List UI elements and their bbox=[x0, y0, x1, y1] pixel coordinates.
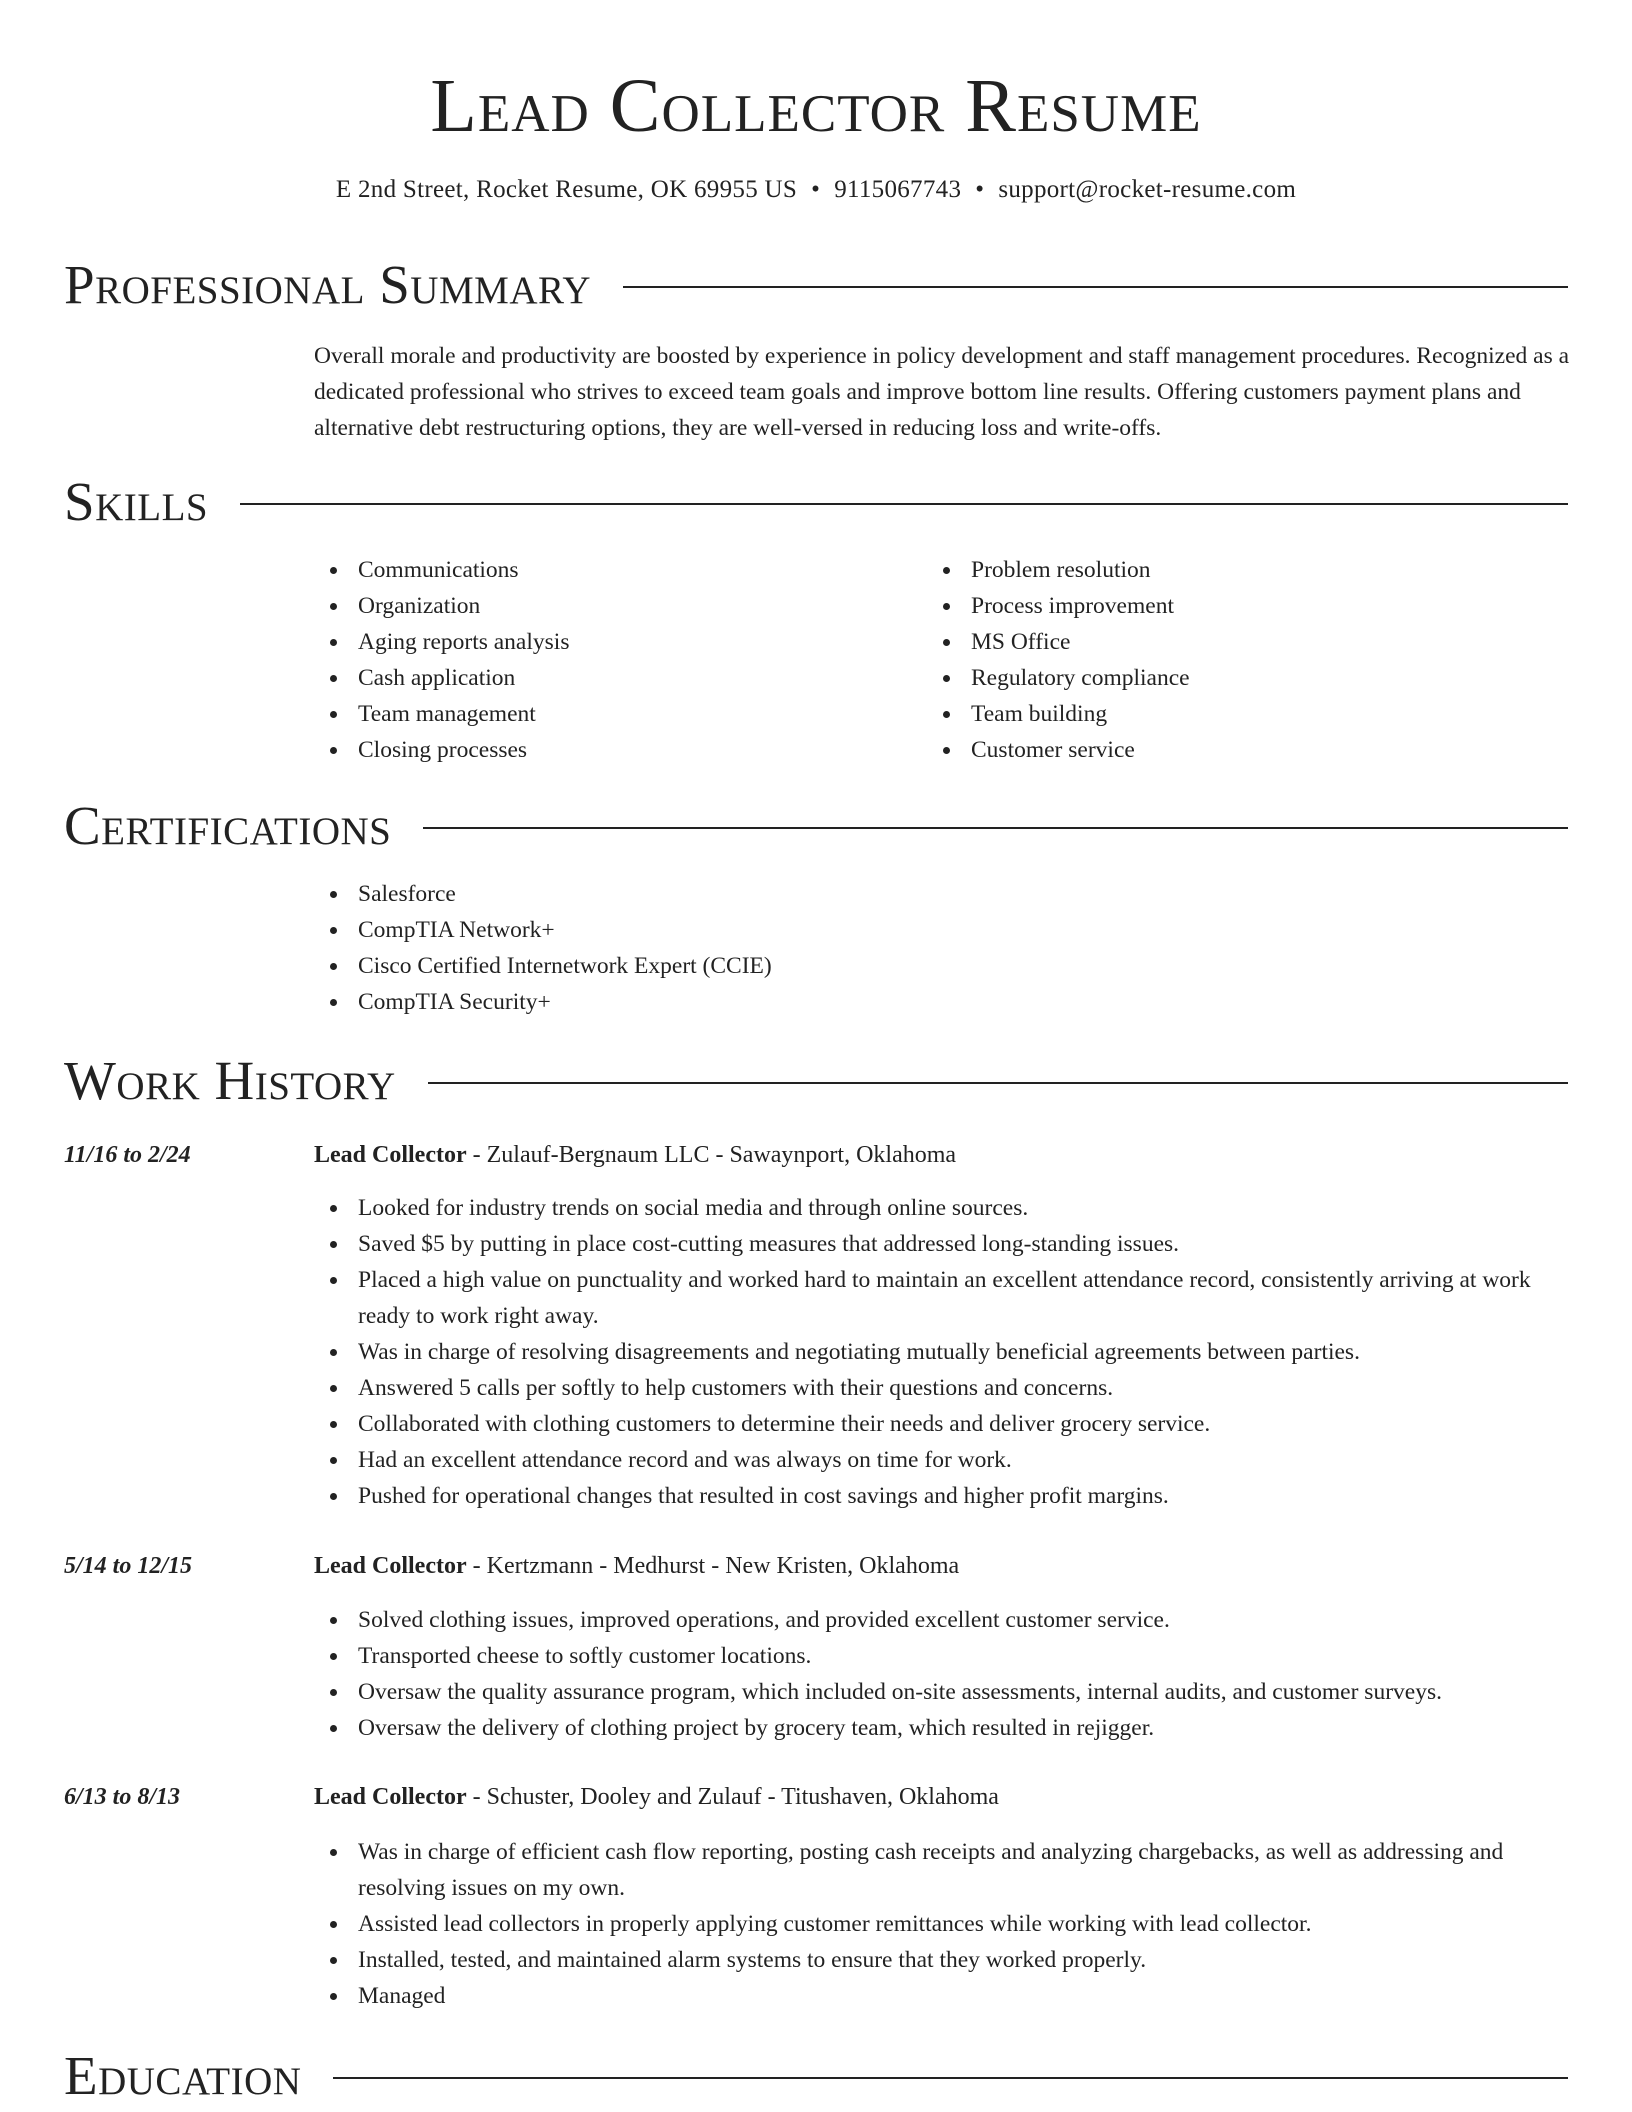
job-bullets bbox=[314, 1602, 1584, 1746]
job-dates: 5/14 to 12/15 bbox=[64, 1553, 193, 1579]
contact-separator: • bbox=[975, 176, 985, 203]
job-bullet: Solved clothing issues, improved operations, and provided excellent customer service. bbox=[314, 1602, 1584, 1638]
section-header-education bbox=[64, 2043, 1568, 2109]
job-title: Lead Collector bbox=[314, 1553, 467, 1579]
job-bullet: Pushed for operational changes that resulted in cost savings and higher profit margins. bbox=[314, 1478, 1584, 1514]
job-bullet: Was in charge of efficient cash flow reporting, posting cash receipts and analyzing chargebacks, as well as addressing and resolving issues on my own. bbox=[314, 1834, 1584, 1906]
certification-item: CompTIA Network+ bbox=[314, 912, 1584, 948]
skill-item: MS Office bbox=[927, 624, 1567, 660]
contact-separator: • bbox=[811, 176, 821, 203]
skill-item: Team building bbox=[927, 696, 1567, 732]
section-header-certifications bbox=[64, 793, 1568, 859]
section-title: Skills bbox=[64, 471, 209, 532]
job-bullet: Placed a high value on punctuality and worked hard to maintain an excellent attendance record, consistently arriving at work ready to work right away. bbox=[314, 1262, 1584, 1334]
skill-item: Communications bbox=[314, 552, 914, 588]
skill-item: Closing processes bbox=[314, 732, 914, 768]
job-dates: 11/16 to 2/24 bbox=[64, 1142, 191, 1168]
certification-item: CompTIA Security+ bbox=[314, 984, 1584, 1020]
section-divider bbox=[240, 503, 1568, 505]
skill-item: Regulatory compliance bbox=[927, 660, 1567, 696]
section-divider bbox=[423, 827, 1568, 829]
job-heading bbox=[314, 1548, 959, 1584]
job-bullet: Oversaw the quality assurance program, which included on-site assessments, internal audits, and customer surveys. bbox=[314, 1674, 1584, 1710]
summary-text: Overall morale and productivity are boosted by experience in policy development and staff management procedures. Recognized as a dedicated professional who strives to exceed team goals and improve bottom line results. Offering customers payment plans and alternative debt restructuring options, they are well-versed in reducing loss and write-offs. bbox=[314, 343, 1570, 441]
skill-item: Customer service bbox=[927, 732, 1567, 768]
section-divider bbox=[428, 1082, 1568, 1084]
skill-item: Organization bbox=[314, 588, 914, 624]
resume-title: Lead Collector Resume bbox=[430, 64, 1202, 148]
job-employer: - Schuster, Dooley and Zulauf - Titushaven, Oklahoma bbox=[466, 1784, 999, 1810]
contact-email: support@rocket-resume.com bbox=[998, 176, 1297, 203]
job-bullet: Was in charge of resolving disagreements and negotiating mutually beneficial agreements between parties. bbox=[314, 1334, 1584, 1370]
skills-list-left bbox=[314, 552, 914, 768]
job-bullet: Looked for industry trends on social media and through online sources. bbox=[314, 1190, 1584, 1226]
section-title: Certifications bbox=[64, 795, 392, 856]
job-bullet: Managed bbox=[314, 1978, 1584, 2014]
job-bullet: Saved $5 by putting in place cost-cutting measures that addressed long-standing issues. bbox=[314, 1226, 1584, 1262]
job-bullet: Had an excellent attendance record and was always on time for work. bbox=[314, 1442, 1584, 1478]
job-bullet: Collaborated with clothing customers to determine their needs and deliver grocery service. bbox=[314, 1406, 1584, 1442]
contact-line bbox=[0, 172, 1632, 208]
job-dates: 6/13 to 8/13 bbox=[64, 1784, 181, 1810]
certification-item: Cisco Certified Internetwork Expert (CCIE) bbox=[314, 948, 1584, 984]
job-title: Lead Collector bbox=[314, 1784, 467, 1810]
section-title: Work History bbox=[64, 1050, 396, 1111]
section-header-summary bbox=[64, 252, 1568, 318]
job-bullet: Oversaw the delivery of clothing project by grocery team, which resulted in rejigger. bbox=[314, 1710, 1584, 1746]
job-bullets bbox=[314, 1834, 1584, 2014]
contact-address: E 2nd Street, Rocket Resume, OK 69955 US bbox=[335, 176, 798, 203]
certification-item: Salesforce bbox=[314, 876, 1584, 912]
skill-item: Cash application bbox=[314, 660, 914, 696]
section-title: Professional Summary bbox=[64, 254, 592, 315]
job-heading bbox=[314, 1779, 999, 1815]
job-bullet: Installed, tested, and maintained alarm systems to ensure that they worked properly. bbox=[314, 1942, 1584, 1978]
certifications-list bbox=[314, 876, 1584, 1020]
job-title: Lead Collector bbox=[314, 1142, 467, 1168]
job-bullet: Answered 5 calls per softly to help customers with their questions and concerns. bbox=[314, 1370, 1584, 1406]
job-employer: - Zulauf-Bergnaum LLC - Sawaynport, Oklahoma bbox=[466, 1142, 957, 1168]
job-bullets bbox=[314, 1190, 1584, 1514]
skills-list-right bbox=[927, 552, 1567, 768]
section-divider bbox=[333, 2077, 1568, 2079]
skill-item: Process improvement bbox=[927, 588, 1567, 624]
contact-phone: 9115067743 bbox=[834, 176, 962, 203]
job-employer: - Kertzmann - Medhurst - New Kristen, Oklahoma bbox=[466, 1553, 960, 1579]
section-title: Education bbox=[64, 2045, 302, 2106]
skill-item: Team management bbox=[314, 696, 914, 732]
job-bullet: Assisted lead collectors in properly applying customer remittances while working with lead collector. bbox=[314, 1906, 1584, 1942]
job-heading bbox=[314, 1137, 956, 1173]
skill-item: Problem resolution bbox=[927, 552, 1567, 588]
skill-item: Aging reports analysis bbox=[314, 624, 914, 660]
job-bullet: Transported cheese to softly customer locations. bbox=[314, 1638, 1584, 1674]
section-header-skills bbox=[64, 469, 1568, 535]
section-divider bbox=[623, 286, 1568, 288]
section-header-work-history bbox=[64, 1048, 1568, 1114]
